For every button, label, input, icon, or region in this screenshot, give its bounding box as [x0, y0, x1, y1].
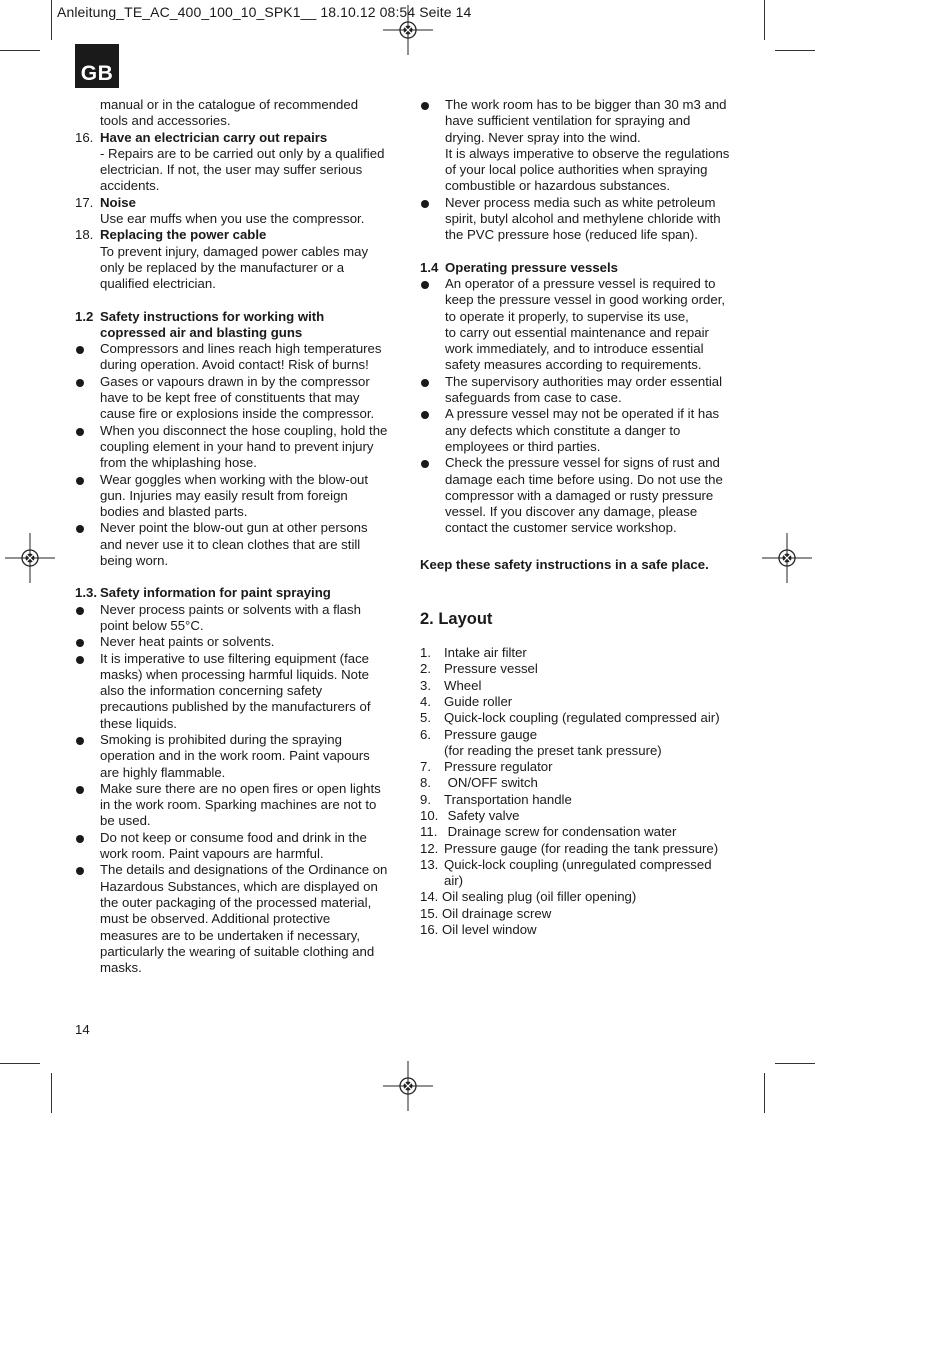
list-item: 11. Drainage screw for condensation water: [420, 824, 677, 840]
bullet-item: Never heat paints or solvents.: [75, 634, 405, 650]
list-item: 9. Transportation handle: [420, 791, 572, 807]
bullet-dot-icon: [75, 862, 100, 976]
section-heading-1-4: 1.4 Operating pressure vessels: [420, 259, 618, 275]
bullet-dot-icon: [75, 732, 100, 781]
list-item-17: 17. Noise Use ear muffs when you use the compressor.: [75, 195, 405, 228]
bullet-item: The work room has to be bigger than 30 m3 and have sufficient ventilation for spraying and drying. Never spray into the wind. It is always imperative to observe the regulations of your local police authorities when spraying combustible or hazardous substances.: [420, 97, 750, 195]
bullet-item: When you disconnect the hose coupling, hold the coupling element in your hand to prevent injury from the whiplashing hose.: [75, 423, 405, 472]
bullet-item: It is imperative to use filtering equipment (face masks) when processing harmful liquids. Note also the information concerning safety precautions published by the manufacturers of these liquids.: [75, 651, 405, 732]
list-item: 12. Pressure gauge (for reading the tank pressure): [420, 840, 719, 856]
list-item: 3. Wheel: [420, 677, 482, 693]
item-title: Have an electrician carry out repairs: [100, 129, 328, 145]
crop-line-top-right-h: [775, 50, 815, 51]
bullet-item: A pressure vessel may not be operated if it has any defects which constitute a danger to employees or third parties.: [420, 406, 750, 455]
layout-list: [420, 645, 750, 938]
list-item: 13. Quick-lock coupling (unregulated compressed air): [420, 856, 712, 889]
bullet-dot-icon: [75, 520, 100, 569]
right-column: [420, 97, 750, 938]
bullet-item: Smoking is prohibited during the spraying operation and in the work room. Paint vapours are highly flammable.: [75, 732, 405, 781]
section-heading-1-3: 1.3. Safety information for paint spraying: [75, 585, 331, 601]
bullet-dot-icon: [75, 651, 100, 732]
left-column: [75, 97, 405, 976]
crop-line-bottom-left-v: [51, 1073, 52, 1113]
bullet-dot-icon: [420, 97, 445, 195]
bullet-dot-icon: [75, 781, 100, 830]
language-badge: GB: [75, 44, 119, 88]
section-heading-1-2: 1.2 Safety instructions for working with copressed air and blasting guns: [75, 308, 325, 340]
list-item-16: 16. Have an electrician carry out repairs - Repairs are to be carried out only by a qualified electrician. If not, the user may suffer serious accidents.: [75, 130, 405, 195]
list-item: 2. Pressure vessel: [420, 661, 538, 677]
bullet-dot-icon: [75, 634, 100, 650]
bullet-item: Wear goggles when working with the blow-out gun. Injuries may easily result from foreign bodies and blasted parts.: [75, 472, 405, 521]
bullet-dot-icon: [75, 602, 100, 635]
list-item: 16. Oil level window: [420, 922, 537, 938]
bullet-dot-icon: [420, 406, 445, 455]
list-item: 5. Quick-lock coupling (regulated compressed air): [420, 710, 720, 726]
list-item-18: 18. Replacing the power cable To prevent injury, damaged power cables may only be replaced by the manufacturer or a qualified electrician.: [75, 227, 405, 292]
continued-text: manual or in the catalogue of recommended tools and accessories.: [100, 97, 359, 129]
list-item: 15. Oil drainage screw: [420, 905, 552, 921]
registration-mark-left: [5, 533, 55, 583]
bullet-item: Check the pressure vessel for signs of rust and damage each time before using. Do not use the compressor with a damaged or rusty pressure vessel. If you discover any damage, please contact the customer service workshop.: [420, 455, 750, 536]
registration-mark-right: [762, 533, 812, 583]
crop-line-top-left-h: [0, 50, 40, 51]
bullet-dot-icon: [75, 341, 100, 374]
keep-instructions-note: Keep these safety instructions in a safe place.: [420, 556, 709, 572]
bullet-dot-icon: [420, 374, 445, 407]
bullet-item: Never process media such as white petroleum spirit, butyl alcohol and methylene chloride with the PVC pressure hose (reduced life span).: [420, 195, 750, 244]
bullet-dot-icon: [420, 455, 445, 536]
bullet-item: Compressors and lines reach high temperatures during operation. Avoid contact! Risk of burns!: [75, 341, 405, 374]
bullet-dot-icon: [75, 472, 100, 521]
bullet-dot-icon: [75, 374, 100, 423]
list-item: 4. Guide roller: [420, 693, 513, 709]
bullet-item: Never point the blow-out gun at other persons and never use it to clean clothes that are still being worn.: [75, 520, 405, 569]
crop-line-bottom-right-v: [764, 1073, 765, 1113]
item-title: Replacing the power cable: [100, 227, 267, 243]
registration-mark-top: [383, 5, 433, 55]
list-item: 10. Safety valve: [420, 807, 520, 823]
item-title: Noise: [100, 194, 136, 210]
crop-line-bottom-left-h: [0, 1063, 40, 1064]
list-item: 8. ON/OFF switch: [420, 775, 538, 791]
registration-mark-bottom: [383, 1061, 433, 1111]
list-item: 14. Oil sealing plug (oil filler opening): [420, 889, 637, 905]
bullet-dot-icon: [420, 276, 445, 374]
bullet-item: An operator of a pressure vessel is required to keep the pressure vessel in good working order, to operate it properly, to supervise its use, to carry out essential maintenance and repair work immediately, and to introduce essential safety measures according to requirements.: [420, 276, 750, 374]
crop-line-top-left-v: [51, 0, 52, 40]
bullet-item: Make sure there are no open fires or open lights in the work room. Sparking machines are not to be used.: [75, 781, 405, 830]
list-item: 7. Pressure regulator: [420, 759, 553, 775]
list-item: 6. Pressure gauge (for reading the preset tank pressure): [420, 726, 662, 758]
bullet-dot-icon: [75, 423, 100, 472]
bullet-item: Gases or vapours drawn in by the compressor have to be kept free of constituents that may cause fire or explosions inside the compressor.: [75, 374, 405, 423]
print-slug-header: Anleitung_TE_AC_400_100_10_SPK1__ 18.10.12 08:54 Seite 14: [57, 4, 472, 20]
page-number: 14: [75, 1022, 90, 1037]
layout-section-title: 2. Layout: [420, 610, 493, 629]
bullet-item: The details and designations of the Ordinance on Hazardous Substances, which are displayed on the outer packaging of the processed material, must be observed. Additional protective measures are to be undertaken if necessary, particularly the wearing of suitable clothing and masks.: [75, 862, 405, 976]
list-item: 1. Intake air filter: [420, 645, 527, 661]
bullet-item: Do not keep or consume food and drink in the work room. Paint vapours are harmful.: [75, 830, 405, 863]
bullet-dot-icon: [420, 195, 445, 244]
bullet-dot-icon: [75, 830, 100, 863]
crop-line-top-right-v: [764, 0, 765, 40]
crop-line-bottom-right-h: [775, 1063, 815, 1064]
bullet-item: Never process paints or solvents with a flash point below 55°C.: [75, 602, 405, 635]
bullet-item: The supervisory authorities may order essential safeguards from case to case.: [420, 374, 750, 407]
